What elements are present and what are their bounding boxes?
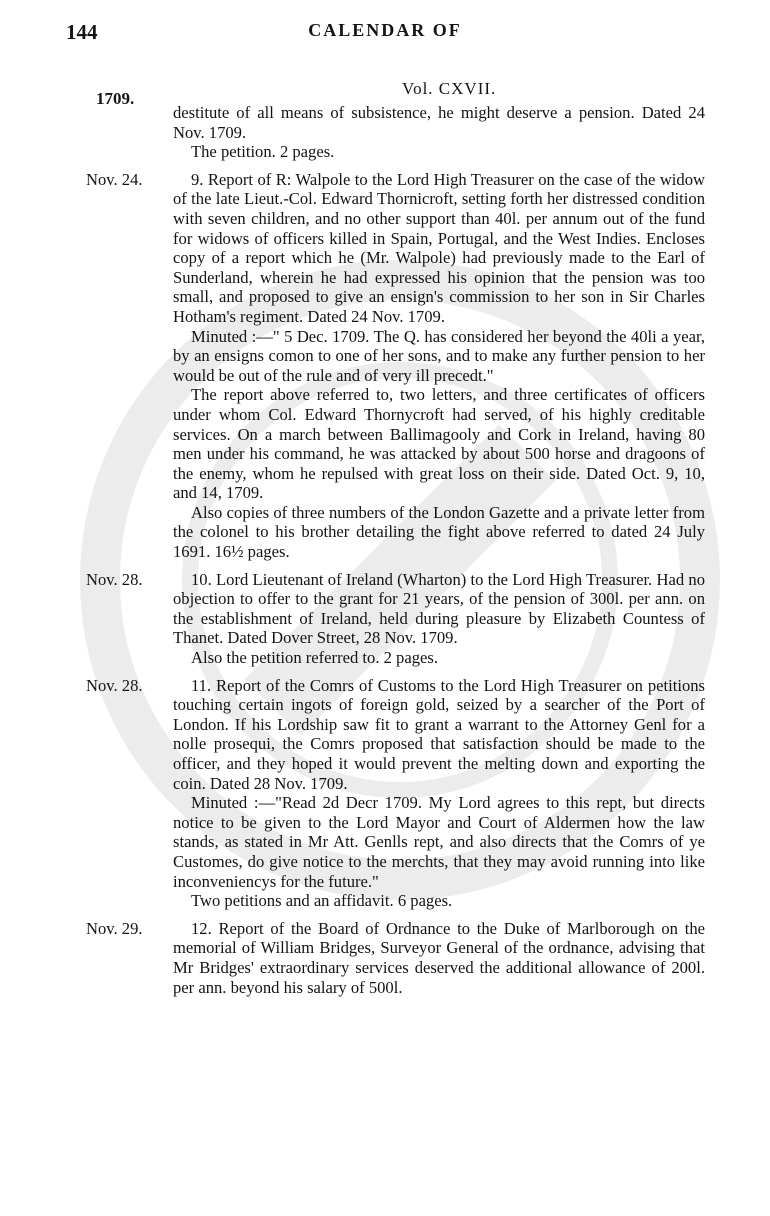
entry-minute: Minuted :—"Read 2d Decr 1709. My Lord agrees to this rept, but directs notice to be given to the Lord Mayor and Court of Aldermen how the law stands, as stated in Mr Att. Genlls rept, and also directs that the Comrs of ye Customes, do give notice to the merchts, that they may avoid running into like inconveniencys for the future." — [173, 793, 705, 891]
entry-date: Nov. 29. — [86, 918, 143, 938]
calendar-entry-10 — [86, 569, 705, 668]
continuation-note: The petition. 2 pages. — [191, 142, 335, 162]
running-head: CALENDAR OF — [308, 20, 462, 40]
entry-date: Nov. 24. — [86, 169, 143, 189]
entry-note: Also the petition referred to. 2 pages. — [191, 648, 438, 668]
entry-paragraph: 11. Report of the Comrs of Customs to the Lord High Treasurer on petitions touching certain ingots of foreign gold, seized by a searcher of the Port of London. If his Lordship saw fit to grant a warrant to the Attorney Genl for a nolle prosequi, the Comrs proposed that satisfaction should be made to the officer, and they hoped it would prevent the melting down and exporting the coin. Dated 28 Nov. 1709. — [173, 675, 705, 793]
year-marker: 1709. — [96, 89, 135, 108]
entry-paragraph: 9. Report of R: Walpole to the Lord High Treasurer on the case of the widow of the late Lieut.-Col. Edward Thornicroft, setting forth her distressed condition with seven children, and no other support than 40l. per annum out of the fund for widows of officers killed in Spain, Portugal, and the West Indies. Encloses copy of a report which he (Mr. Walpole) had previously made to the Earl of Sunderland, wherein he had expressed his opinion that the pension was too small, and proposed to give an ensign's commission to her son in Sir Charles Hotham's regiment. Dated 24 Nov. 1709. — [173, 169, 705, 326]
entry-minute: Minuted :—" 5 Dec. 1709. The Q. has considered her beyond the 40li a year, by an ensigns comon to one of her sons, and to make any further pension to her would be out of the rule and of very ill precedt." — [173, 326, 705, 385]
entry-paragraph: 12. Report of the Board of Ordnance to the Duke of Marlborough on the memorial of William Bridges, Surveyor General of the ordnance, advising that Mr Bridges' extraordinary services deserved the additional allowance of 200l. per ann. beyond his salary of 500l. — [173, 918, 705, 997]
calendar-body — [86, 103, 705, 997]
entry-paragraph: Also copies of three numbers of the London Gazette and a private letter from the colonel to his brother detailing the fight above referred to dated 24 July 1691. 16½ pages. — [173, 502, 705, 562]
page-number: 144 — [66, 20, 98, 44]
calendar-entry-11 — [86, 675, 705, 911]
volume-heading: Vol. CXVII. — [402, 79, 497, 98]
entry-note: Two petitions and an affidavit. 6 pages. — [191, 891, 453, 911]
entry-paragraph: 10. Lord Lieutenant of Ireland (Wharton) to the Lord High Treasurer. Had no objection to offer to the grant for 21 years, of the pension of 300l. per ann. on the establishment of Ireland, held during pleasure by Elizabeth Countess of Thanet. Dated Dover Street, 28 Nov. 1709. — [173, 569, 705, 648]
continuation-text: destitute of all means of subsistence, he might deserve a pension. Dated 24 Nov. 1709. — [173, 103, 705, 142]
entry-date: Nov. 28. — [86, 675, 143, 695]
entry-date: Nov. 28. — [86, 569, 143, 589]
entry-paragraph: The report above referred to, two letters, and three certificates of officers under whom Col. Edward Thornycroft had served, of his highly creditable services. On a march between Ballimagooly and Cork in Ireland, having 80 men under his command, he was attacked by about 500 horse and dragoons of the enemy, whom he repulsed with great loss on their side. Dated Oct. 9, 10, and 14, 1709. — [173, 385, 705, 503]
calendar-entry-12 — [86, 918, 705, 997]
calendar-entry-9 — [86, 169, 705, 562]
